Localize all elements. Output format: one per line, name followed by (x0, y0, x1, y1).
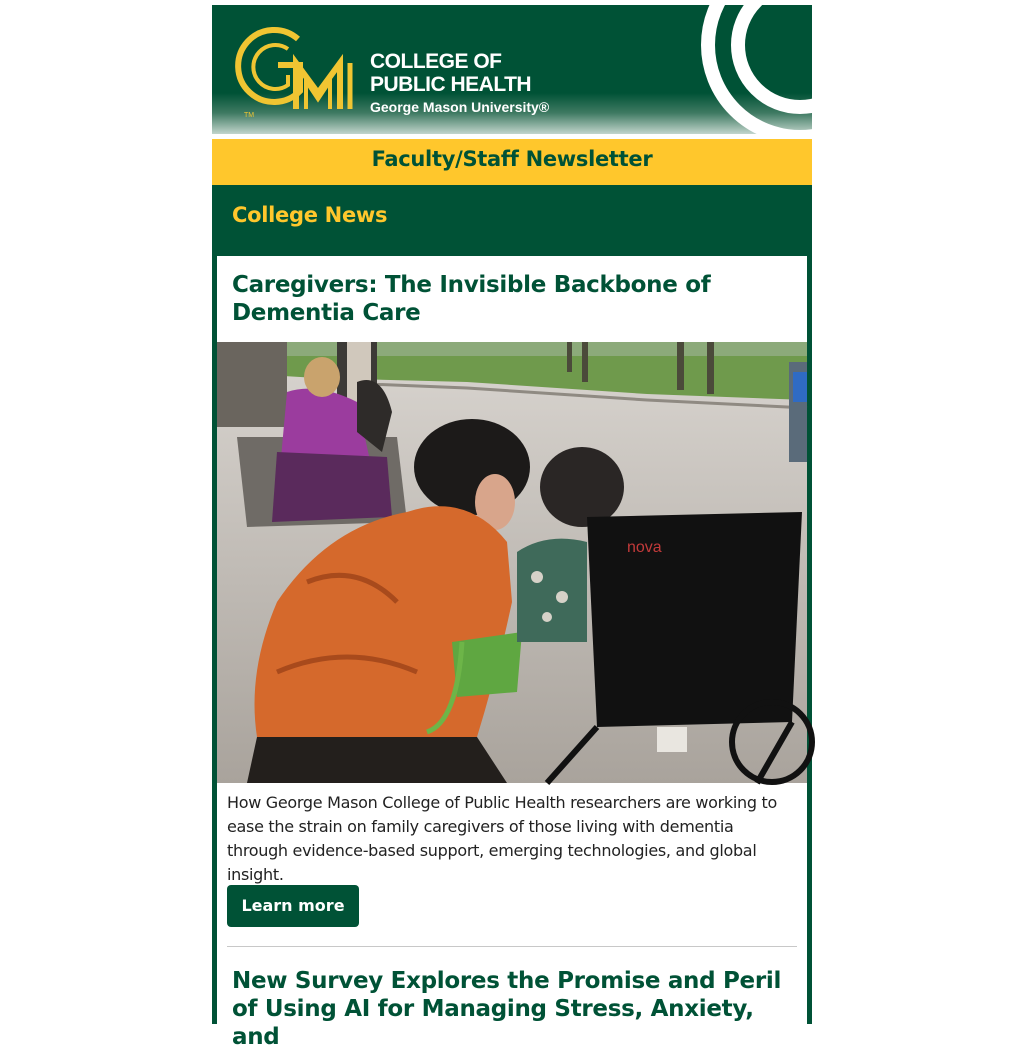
college-name-line2: PUBLIC HEALTH (370, 73, 532, 96)
college-news-section (212, 185, 812, 1050)
learn-more-button[interactable]: Learn more (227, 885, 359, 927)
article-title[interactable]: New Survey Explores the Promise and Peril of Using AI for Managing Stress, Anxiety, and (232, 968, 782, 1050)
article-excerpt: How George Mason College of Public Health researchers are working to ease the strain on family caregivers of those living with dementia through evidence-based support, emerging technologies, and global insight. (227, 793, 777, 884)
section-title: College News (232, 203, 388, 227)
article-card (217, 256, 807, 1050)
decorative-rings-icon (682, 0, 882, 155)
header-banner (212, 5, 812, 134)
university-name: George Mason University® (370, 99, 550, 115)
college-wordmark (370, 50, 549, 117)
college-logo (240, 23, 368, 123)
college-name-line1: COLLEGE OF (370, 50, 502, 73)
trademark-label: TM (244, 112, 255, 119)
newsletter-email (212, 5, 812, 1050)
caregiver-photo[interactable] (217, 342, 807, 783)
newsletter-title-bar (212, 139, 812, 185)
wheelchair-brand-label: nova (627, 539, 662, 556)
newsletter-title: Faculty/Staff Newsletter (371, 147, 653, 171)
article-divider (227, 946, 797, 947)
article-title[interactable]: Caregivers: The Invisible Backbone of Dementia Care (232, 272, 711, 326)
